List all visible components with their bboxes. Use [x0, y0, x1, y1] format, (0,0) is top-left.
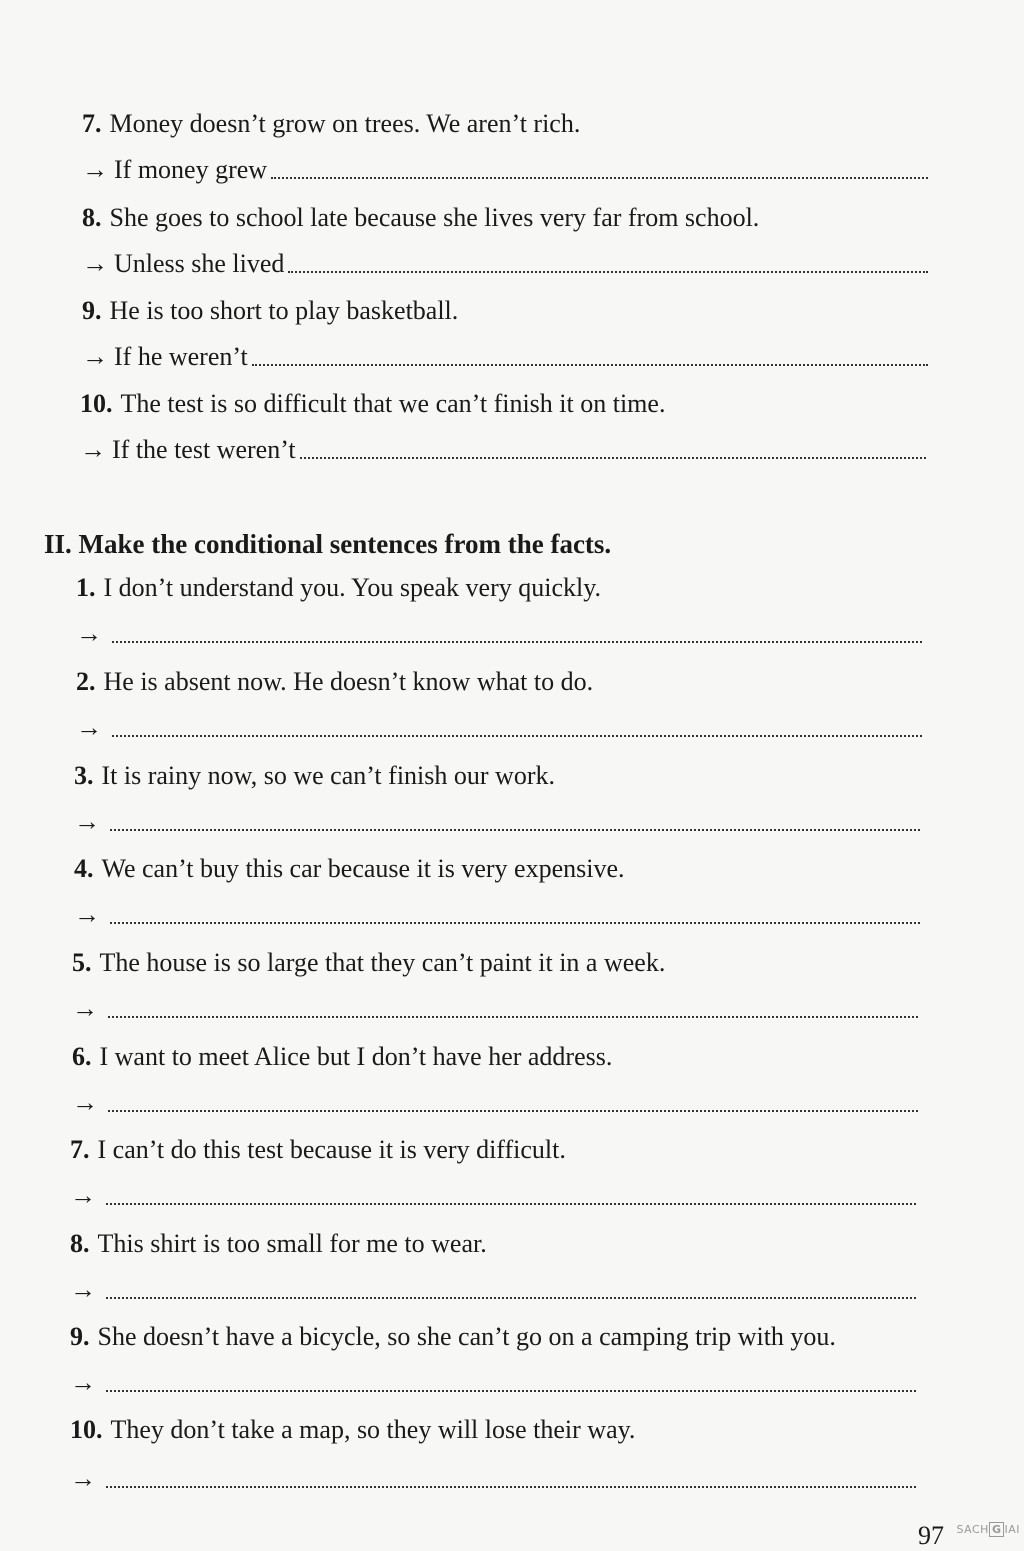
item-number: 2. — [76, 667, 96, 696]
dotted-answer-blank[interactable] — [108, 1110, 918, 1112]
exercise-item — [72, 947, 665, 979]
answer-line[interactable] — [82, 154, 928, 186]
arrow-icon: → — [76, 619, 102, 648]
arrow-icon: → — [70, 1368, 96, 1397]
answer-line[interactable] — [76, 712, 922, 744]
dotted-answer-blank[interactable] — [108, 1016, 918, 1018]
exercise-item — [82, 202, 759, 234]
item-sentence: The test is so difficult that we can’t finish it on time. — [120, 389, 666, 418]
exercise-item — [70, 1134, 566, 1166]
item-sentence: The house is so large that they can’t paint it in a week. — [99, 948, 666, 977]
item-number: 3. — [74, 761, 94, 790]
answer-prompt: Unless she lived — [114, 249, 285, 278]
arrow-icon: → — [82, 342, 108, 371]
answer-line[interactable] — [70, 1180, 916, 1212]
dotted-answer-blank[interactable] — [106, 1297, 916, 1299]
exercise-item — [74, 760, 555, 792]
dotted-answer-blank[interactable] — [106, 1390, 916, 1392]
answer-line[interactable] — [70, 1274, 916, 1306]
item-number: 7. — [70, 1135, 90, 1164]
answer-line[interactable] — [72, 1087, 918, 1119]
dotted-answer-blank[interactable] — [300, 457, 926, 459]
item-sentence: We can’t buy this car because it is very expensive. — [101, 854, 625, 883]
exercise-item — [70, 1414, 635, 1446]
item-sentence: She goes to school late because she lives very far from school. — [109, 203, 760, 232]
watermark-text-left: SACH — [956, 1523, 989, 1536]
item-sentence: Money doesn’t grow on trees. We aren’t rich. — [109, 109, 581, 138]
answer-line[interactable] — [70, 1367, 916, 1399]
item-number: 4. — [74, 854, 94, 883]
item-number: 7. — [82, 109, 102, 138]
dotted-answer-blank[interactable] — [288, 271, 928, 273]
item-number: 9. — [82, 296, 102, 325]
exercise-item — [72, 1041, 612, 1073]
item-number: 8. — [82, 203, 102, 232]
exercise-item — [80, 388, 665, 420]
arrow-icon: → — [74, 807, 100, 836]
item-number: 5. — [72, 948, 92, 977]
watermark-letter: G — [989, 1522, 1005, 1537]
dotted-answer-blank[interactable] — [271, 177, 928, 179]
dotted-answer-blank[interactable] — [112, 641, 922, 643]
exercise-item — [74, 853, 625, 885]
item-sentence: I want to meet Alice but I don’t have her address. — [99, 1042, 613, 1071]
dotted-answer-blank[interactable] — [112, 735, 922, 737]
item-number: 6. — [72, 1042, 92, 1071]
item-number: 10. — [80, 389, 113, 418]
arrow-icon: → — [72, 994, 98, 1023]
watermark-text-right: IAI — [1004, 1523, 1020, 1536]
dotted-answer-blank[interactable] — [252, 364, 928, 366]
exercise-item — [82, 295, 458, 327]
item-number: 10. — [70, 1415, 103, 1444]
answer-line[interactable] — [72, 993, 918, 1025]
exercise-item — [82, 108, 580, 140]
item-number: 1. — [76, 573, 96, 602]
answer-line[interactable] — [82, 341, 928, 373]
exercise-item — [76, 572, 601, 604]
arrow-icon: → — [82, 249, 108, 278]
answer-line[interactable] — [74, 899, 920, 931]
exercise-item — [70, 1228, 487, 1260]
item-number: 9. — [70, 1322, 90, 1351]
arrow-icon: → — [80, 435, 106, 464]
watermark-logo — [956, 1522, 1020, 1537]
item-sentence: They don’t take a map, so they will lose their way. — [110, 1415, 636, 1444]
answer-line[interactable] — [74, 806, 920, 838]
answer-line[interactable] — [82, 248, 928, 280]
item-sentence: It is rainy now, so we can’t finish our work. — [101, 761, 555, 790]
item-sentence: He is too short to play basketball. — [109, 296, 459, 325]
dotted-answer-blank[interactable] — [106, 1203, 916, 1205]
arrow-icon: → — [70, 1275, 96, 1304]
dotted-answer-blank[interactable] — [106, 1486, 916, 1488]
item-sentence: I don’t understand you. You speak very quickly. — [103, 573, 602, 602]
item-sentence: This shirt is too small for me to wear. — [97, 1229, 487, 1258]
exercise-item — [70, 1321, 836, 1353]
arrow-icon: → — [74, 900, 100, 929]
item-sentence: He is absent now. He doesn’t know what to do. — [103, 667, 594, 696]
page-number: 97 — [918, 1521, 944, 1550]
arrow-icon: → — [70, 1464, 96, 1493]
answer-line[interactable] — [70, 1463, 916, 1495]
answer-prompt: If the test weren’t — [112, 435, 296, 464]
arrow-icon: → — [76, 713, 102, 742]
exercise-item — [76, 666, 593, 698]
item-number: 8. — [70, 1229, 90, 1258]
item-sentence: I can’t do this test because it is very difficult. — [97, 1135, 566, 1164]
arrow-icon: → — [82, 155, 108, 184]
dotted-answer-blank[interactable] — [110, 829, 920, 831]
answer-line[interactable] — [80, 434, 926, 466]
item-sentence: She doesn’t have a bicycle, so she can’t go on a camping trip with you. — [97, 1322, 836, 1351]
dotted-answer-blank[interactable] — [110, 922, 920, 924]
answer-prompt: If he weren’t — [114, 342, 248, 371]
arrow-icon: → — [70, 1181, 96, 1210]
answer-line[interactable] — [76, 618, 922, 650]
arrow-icon: → — [72, 1088, 98, 1117]
answer-prompt: If money grew — [114, 155, 268, 184]
section-title: II. Make the conditional sentences from the facts. — [44, 529, 612, 559]
